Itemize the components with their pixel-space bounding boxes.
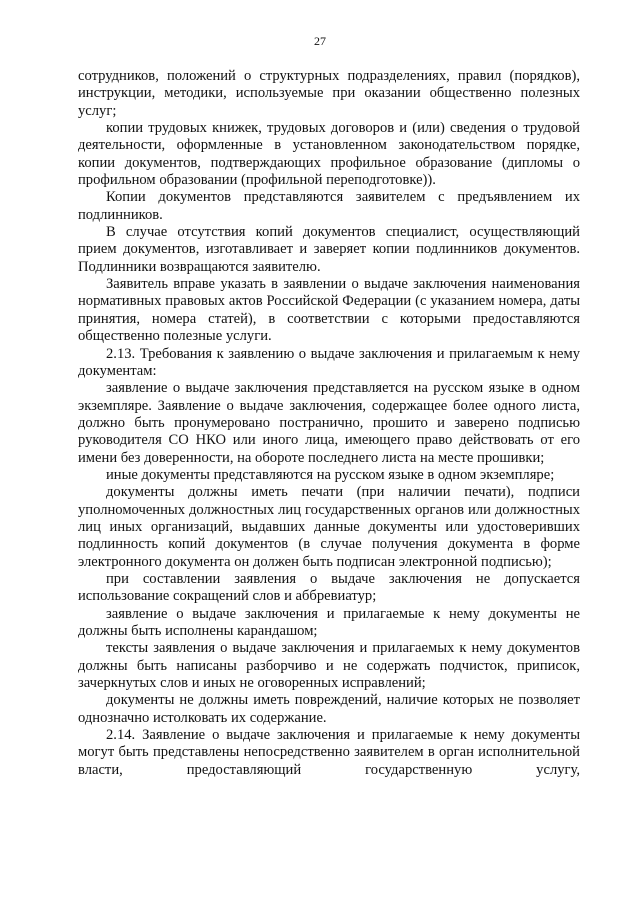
paragraph-no-pencil: заявление о выдаче заключения и прилагаемые к нему документы не должны быть исполнены карандашом; (78, 605, 580, 639)
document-body (78, 68, 580, 779)
page-number: 27 (314, 34, 326, 48)
paragraph-legal-acts: Заявитель вправе указать в заявлении о выдаче заключения наименования нормативных правовых актов Российской Федерации (с указанием номера, даты принятия, номера статей), в соответствии с которыми предоставляются общественно полезные услуги. (78, 276, 580, 345)
paragraph-copies-with-originals: Копии документов представляются заявителем с предъявлением их подлинников. (78, 189, 580, 223)
paragraph-no-damage: документы не должны иметь повреждений, наличие которых не позволяет однозначно истолковать их содержание. (78, 692, 580, 726)
paragraph-no-abbreviations: при составлении заявления о выдаче заключения не допускается использование сокращений слов и аббревиатур; (78, 570, 580, 605)
paragraph-application-language: заявление о выдаче заключения представляется на русском языке в одном экземпляре. Заявление о выдаче заключения, содержащее более одного листа, должно быть пронумеровано постранично, прошито и заверено подписью руководителя СО НКО или иного лица, имеющего право действовать от его имени без доверенности, на обороте последнего листа на месте прошивки; (78, 380, 580, 466)
section-2-13-heading: 2.13. Требования к заявлению о выдаче заключения и прилагаемым к нему документам: (78, 345, 580, 379)
paragraph-work-record-copies: копии трудовых книжек, трудовых договоров и (или) сведения о трудовой деятельности, оформленные в установленном законодательством порядке, копии документов, подтверждающих профильное образование (дипломы о профильном образовании (профильной переподготовке)). (78, 120, 580, 189)
paragraph-other-documents: иные документы представляются на русском языке в одном экземпляре; (106, 466, 555, 483)
paragraph-seals-signatures: документы должны иметь печати (при наличии печати), подписи уполномоченных должностных лиц государственных органов или должностных лиц иных организаций, выдавших данные документы или удостоверивших подлинность копий документов (в случае получения документа в форме электронного документа он должен быть подписан электронной подписью); (78, 484, 580, 570)
paragraph-continuation: сотрудников, положений о структурных подразделениях, правил (порядков), инструкции, методики, используемые при оказании общественно полезных услуг; (78, 68, 580, 119)
paragraph-no-copies-case: В случае отсутствия копий документов специалист, осуществляющий прием документов, изготавливает и заверяет копии подлинников документов. Подлинники возвращаются заявителю. (78, 224, 580, 275)
paragraph-legible-text: тексты заявления о выдаче заключения и прилагаемых к нему документов должны быть написаны разборчиво и не содержать подчисток, приписок, зачеркнутых слов и иных не оговоренных исправлений; (78, 640, 580, 692)
section-2-14-paragraph: 2.14. Заявление о выдаче заключения и прилагаемые к нему документы могут быть представлены непосредственно заявителем в орган исполнительной власти, предоставляющий государственную услугу, (78, 727, 580, 778)
